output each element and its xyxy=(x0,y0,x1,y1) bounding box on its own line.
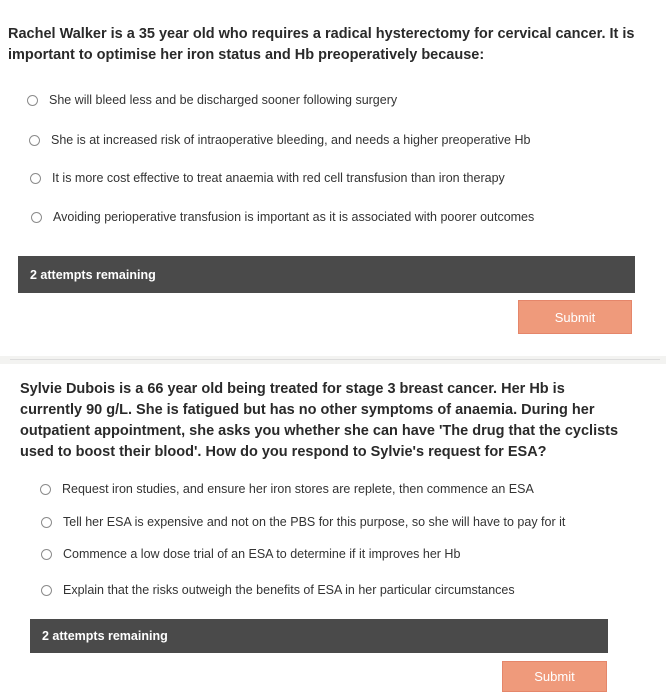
question-1-option-1[interactable] xyxy=(27,93,397,107)
section-divider xyxy=(10,359,660,360)
option-label: She is at increased risk of intraoperative bleeding, and needs a higher preoperative Hb xyxy=(51,133,531,147)
question-2-card xyxy=(0,364,666,700)
submit-button[interactable]: Submit xyxy=(518,300,632,334)
question-2-stem: Sylvie Dubois is a 66 year old being treated for stage 3 breast cancer. Her Hb is currently 90 g/L. She is fatigued but has no other symptoms of anaemia. During her outpatient appointment, she asks you whether she can have 'The drug that the cyclists used to boost their blood'. How do you respond to Sylvie's request for ESA? xyxy=(20,381,619,460)
question-2-option-2[interactable] xyxy=(41,515,565,529)
option-label: She will bleed less and be discharged sooner following surgery xyxy=(49,93,398,107)
attempts-remaining-bar: 2 attempts remaining xyxy=(18,256,635,293)
submit-button[interactable]: Submit xyxy=(502,661,607,692)
radio-button[interactable] xyxy=(30,173,41,184)
radio-button[interactable] xyxy=(41,585,52,596)
radio-button[interactable] xyxy=(40,484,51,495)
question-2-option-4[interactable] xyxy=(41,583,515,597)
question-2-option-1[interactable] xyxy=(40,482,534,496)
question-1-option-3[interactable] xyxy=(30,171,505,185)
option-label: Commence a low dose trial of an ESA to determine if it improves her Hb xyxy=(63,547,461,561)
question-2-option-3[interactable] xyxy=(41,547,460,561)
option-label: Avoiding perioperative transfusion is important as it is associated with poorer outcomes xyxy=(53,210,535,224)
radio-button[interactable] xyxy=(27,95,38,106)
attempts-remaining-bar: 2 attempts remaining xyxy=(30,619,608,653)
question-1-option-2[interactable] xyxy=(29,133,530,147)
option-label: Request iron studies, and ensure her iron stores are replete, then commence an ESA xyxy=(62,482,534,496)
radio-button[interactable] xyxy=(41,549,52,560)
option-label: It is more cost effective to treat anaemia with red cell transfusion than iron therapy xyxy=(52,171,505,185)
question-1-option-4[interactable] xyxy=(31,210,534,224)
option-label: Tell her ESA is expensive and not on the PBS for this purpose, so she will have to pay for it xyxy=(63,515,566,529)
radio-button[interactable] xyxy=(29,135,40,146)
option-label: Explain that the risks outweigh the benefits of ESA in her particular circumstances xyxy=(63,583,515,597)
radio-button[interactable] xyxy=(31,212,42,223)
radio-button[interactable] xyxy=(41,517,52,528)
question-1-stem: Rachel Walker is a 35 year old who requires a radical hysterectomy for cervical cancer. It is important to optimise her iron status and Hb preoperatively because: xyxy=(8,26,635,63)
